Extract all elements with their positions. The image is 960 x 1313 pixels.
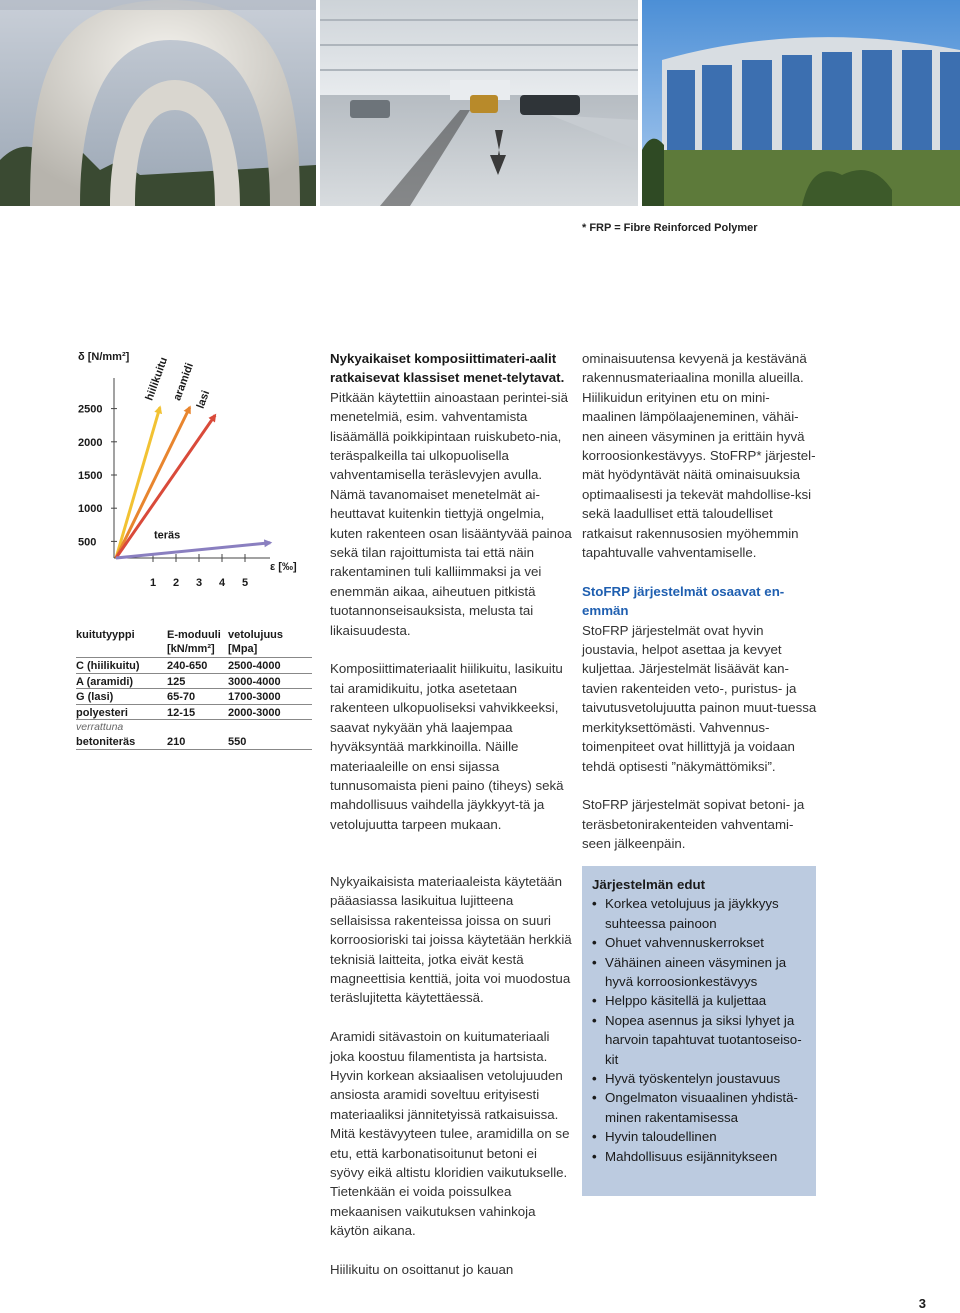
cell-modulus: 12-15 bbox=[167, 706, 196, 719]
cell-type: A (aramidi) bbox=[76, 675, 134, 688]
table-row bbox=[76, 674, 312, 690]
header-modulus: E-moduuli [kN/mm²] bbox=[167, 629, 221, 655]
table-note: verrattuna bbox=[76, 721, 124, 733]
x-tick-label: 4 bbox=[219, 577, 226, 589]
cell-type: polyesteri bbox=[76, 706, 128, 719]
cell-type: betoniteräs bbox=[76, 736, 136, 748]
list-item: • Korkea vetolujuus ja jäykkyys suhteessa painoon bbox=[592, 894, 806, 933]
paragraph: Hiilikuitu on osoittanut jo kauan bbox=[330, 1262, 514, 1278]
y-tick-label: 500 bbox=[78, 536, 97, 549]
cell-type: C (hiilikuitu) bbox=[76, 660, 140, 672]
section-heading: StoFRP järjestelmät osaavat en-emmän bbox=[582, 583, 785, 619]
list-item: • Mahdollisuus esijännitykseen bbox=[592, 1147, 806, 1166]
paragraph: ominaisuutensa kevyenä ja kestävänä rakennusmateriaalina monilla alueilla. Hiilikuidun erityinen etu on mini-maalinen lämpölaajeneminen, vähäi-nen aineen väsyminen ja erittäin hyvä korroosionkestävyys. StoFRP* järjestel-mät hyödyntävät näitä ominaisuuksia optimaalisesti ja tekevät mahdollise-ksi sekä laadulliset että taloudelliset ratkaisut rakennusosien myöhemmin tapahtuvalle vahventamiselle. bbox=[582, 351, 816, 561]
table-header bbox=[76, 628, 312, 658]
cell-modulus: 210 bbox=[167, 736, 186, 748]
paragraph: Aramidi sitävastoin on kuitumateriaali joka koostuu filamentista ja hartsista. Hyvin korkean aksiaalisen vetolujuuden ansiosta aramidi soveltuu erityisesti materiaaliksi jännitetyissä ratkaisuissa. Mitä kestävyyteen tulee, aramidilla on se etu, että karbonatisoitunut betoni ei syövy eikä altistu kloridien vaikutukselle. Tietenkään ei voida poissulkea mekaanisen vaikutuksen vahinkoja käytön aikana. bbox=[330, 1029, 570, 1239]
list-item: • Nopea asennus ja siksi lyhyet ja harvoin tapahtuvat tuotantoseiso-kit bbox=[592, 1011, 806, 1069]
paragraph: Nykyaikaisista materiaaleista käytetään pääasiassa lasikuitua lujitteena sellaisissa rakenteissa joissa on suuri korroosioriski tai joissa käytetään herkkiä teknisiä laitteita, jotka eivät kestä magneettisia kenttiä, joita voi muodostua teräslujitetta käytettäessä. bbox=[330, 874, 572, 1006]
benefits-title: Järjestelmän edut bbox=[592, 877, 706, 892]
list-item: • Hyvin taloudellinen bbox=[592, 1127, 806, 1146]
cell-strength: 550 bbox=[228, 736, 247, 748]
cell-strength: 2500-4000 bbox=[228, 660, 281, 672]
footnote: * FRP = Fibre Reinforced Polymer bbox=[582, 222, 758, 234]
lead-heading: Nykyaikaiset komposiittimateri-aalit ratkaisevat klassiset menet-telytavat. bbox=[330, 351, 565, 386]
y-tick-label: 2000 bbox=[78, 436, 103, 449]
list-item: • Ongelmaton visuaalinen yhdistä-minen rakentamisessa bbox=[592, 1088, 806, 1127]
table-row bbox=[76, 658, 312, 674]
x-axis-label: ε [‰] bbox=[270, 561, 297, 573]
paragraph: Komposiittimateriaalit hiilikuitu, lasikuitu tai aramidikuitu, jotka asetetaan rakenteen ulkopuoliseksi vahvikkeeksi, saavat nykyään yhä laajempaa hyväksyntää markkinoilla. Näille materiaaleille on ensi sijassa tunnusomaista pieni paino (tiheys) sekä mahdollisuus vaihdella jäykkyyt-tä ja vetolujuutta tarpeen mukaan. bbox=[330, 661, 564, 832]
cell-strength: 1700-3000 bbox=[228, 691, 281, 703]
cell-modulus: 65-70 bbox=[167, 691, 196, 703]
x-tick-label: 1 bbox=[150, 577, 157, 589]
table-row bbox=[76, 705, 312, 721]
text-column-right bbox=[582, 349, 820, 854]
y-tick-label: 1500 bbox=[78, 470, 103, 482]
series-label: teräs bbox=[154, 529, 181, 542]
header-strength: vetolujuus [Mpa] bbox=[228, 629, 284, 655]
cell-strength: 3000-4000 bbox=[228, 675, 281, 688]
benefits-list bbox=[592, 894, 806, 1166]
page-number: 3 bbox=[918, 1296, 926, 1311]
list-item: • Hyvä työskentelyn joustavuus bbox=[592, 1069, 806, 1088]
x-tick-label: 3 bbox=[196, 577, 203, 589]
series-label: aramidi bbox=[171, 361, 197, 403]
series-teräs bbox=[116, 543, 270, 558]
cell-type: G (lasi) bbox=[76, 691, 114, 703]
parking-garage-photo bbox=[320, 0, 638, 206]
text-column-middle-lower bbox=[330, 872, 572, 1280]
stress-strain-chart bbox=[70, 340, 310, 600]
y-axis-label: δ [N/mm²] bbox=[78, 351, 130, 363]
y-tick-label: 1000 bbox=[78, 503, 103, 516]
header-fiber-type: kuitutyyppi bbox=[76, 629, 135, 641]
table-row bbox=[76, 689, 312, 705]
series-label: lasi bbox=[194, 388, 213, 411]
text-column-middle bbox=[330, 349, 572, 854]
cell-modulus: 125 bbox=[167, 675, 186, 688]
x-tick-label: 5 bbox=[242, 577, 249, 589]
x-tick-label: 2 bbox=[173, 577, 180, 589]
list-item: • Vähäinen aineen väsyminen ja hyvä korroosionkestävyys bbox=[592, 953, 806, 992]
list-item: • Helppo käsitellä ja kuljettaa bbox=[592, 991, 806, 1010]
list-item: • Ohuet vahvennuskerrokset bbox=[592, 933, 806, 952]
water-tower-photo bbox=[0, 0, 316, 206]
paragraph: Pitkään käytettiin ainoastaan perintei-siä menetelmiä, esim. vahventamista lisäämällä poikkipintaan ruiskubeto-nia, teräspalkeilla tai ulkopuolisella vahventamisella teräslevyjen avulla. Nämä tavanomaiset menetelmät ai-heuttavat kuitenkin tiettyjä ongelmia, kuten rakenteen osan lisääntyvää painoa sekä tilan rajoittumista tai että näin rakentaminen tuli kalliimmaksi ja vei enemmän aikaa, aiheutuen pitkistä tuotannonseisauksista, melusta tai likaisuudesta. bbox=[330, 389, 572, 638]
series-label: hiilikuitu bbox=[143, 355, 171, 403]
benefits-box bbox=[582, 866, 816, 1196]
paragraph: StoFRP järjestelmät ovat hyvin joustavia, helpot asettaa ja kevyet kuljettaa. Järjestelmät lisäävät kan-tavien rakenteiden veto-, puristus- ja taivutusvetolujuutta painon muut-tuessa merkityksettömästi. Vahvennus-toimenpiteet ovat hillittyjä ja voidaan tehdä optisesti ”näkymättömiksi”. bbox=[582, 622, 817, 774]
table-row bbox=[76, 734, 312, 750]
round-tank-building-photo bbox=[642, 0, 960, 206]
y-tick-label: 2500 bbox=[78, 403, 103, 416]
paragraph: StoFRP järjestelmät sopivat betoni- ja teräsbetonirakenteiden vahventami-seen jälkeenpäin. bbox=[582, 797, 805, 852]
cell-strength: 2000-3000 bbox=[228, 706, 281, 719]
cell-modulus: 240-650 bbox=[167, 660, 208, 672]
fiber-properties-table bbox=[76, 628, 312, 750]
